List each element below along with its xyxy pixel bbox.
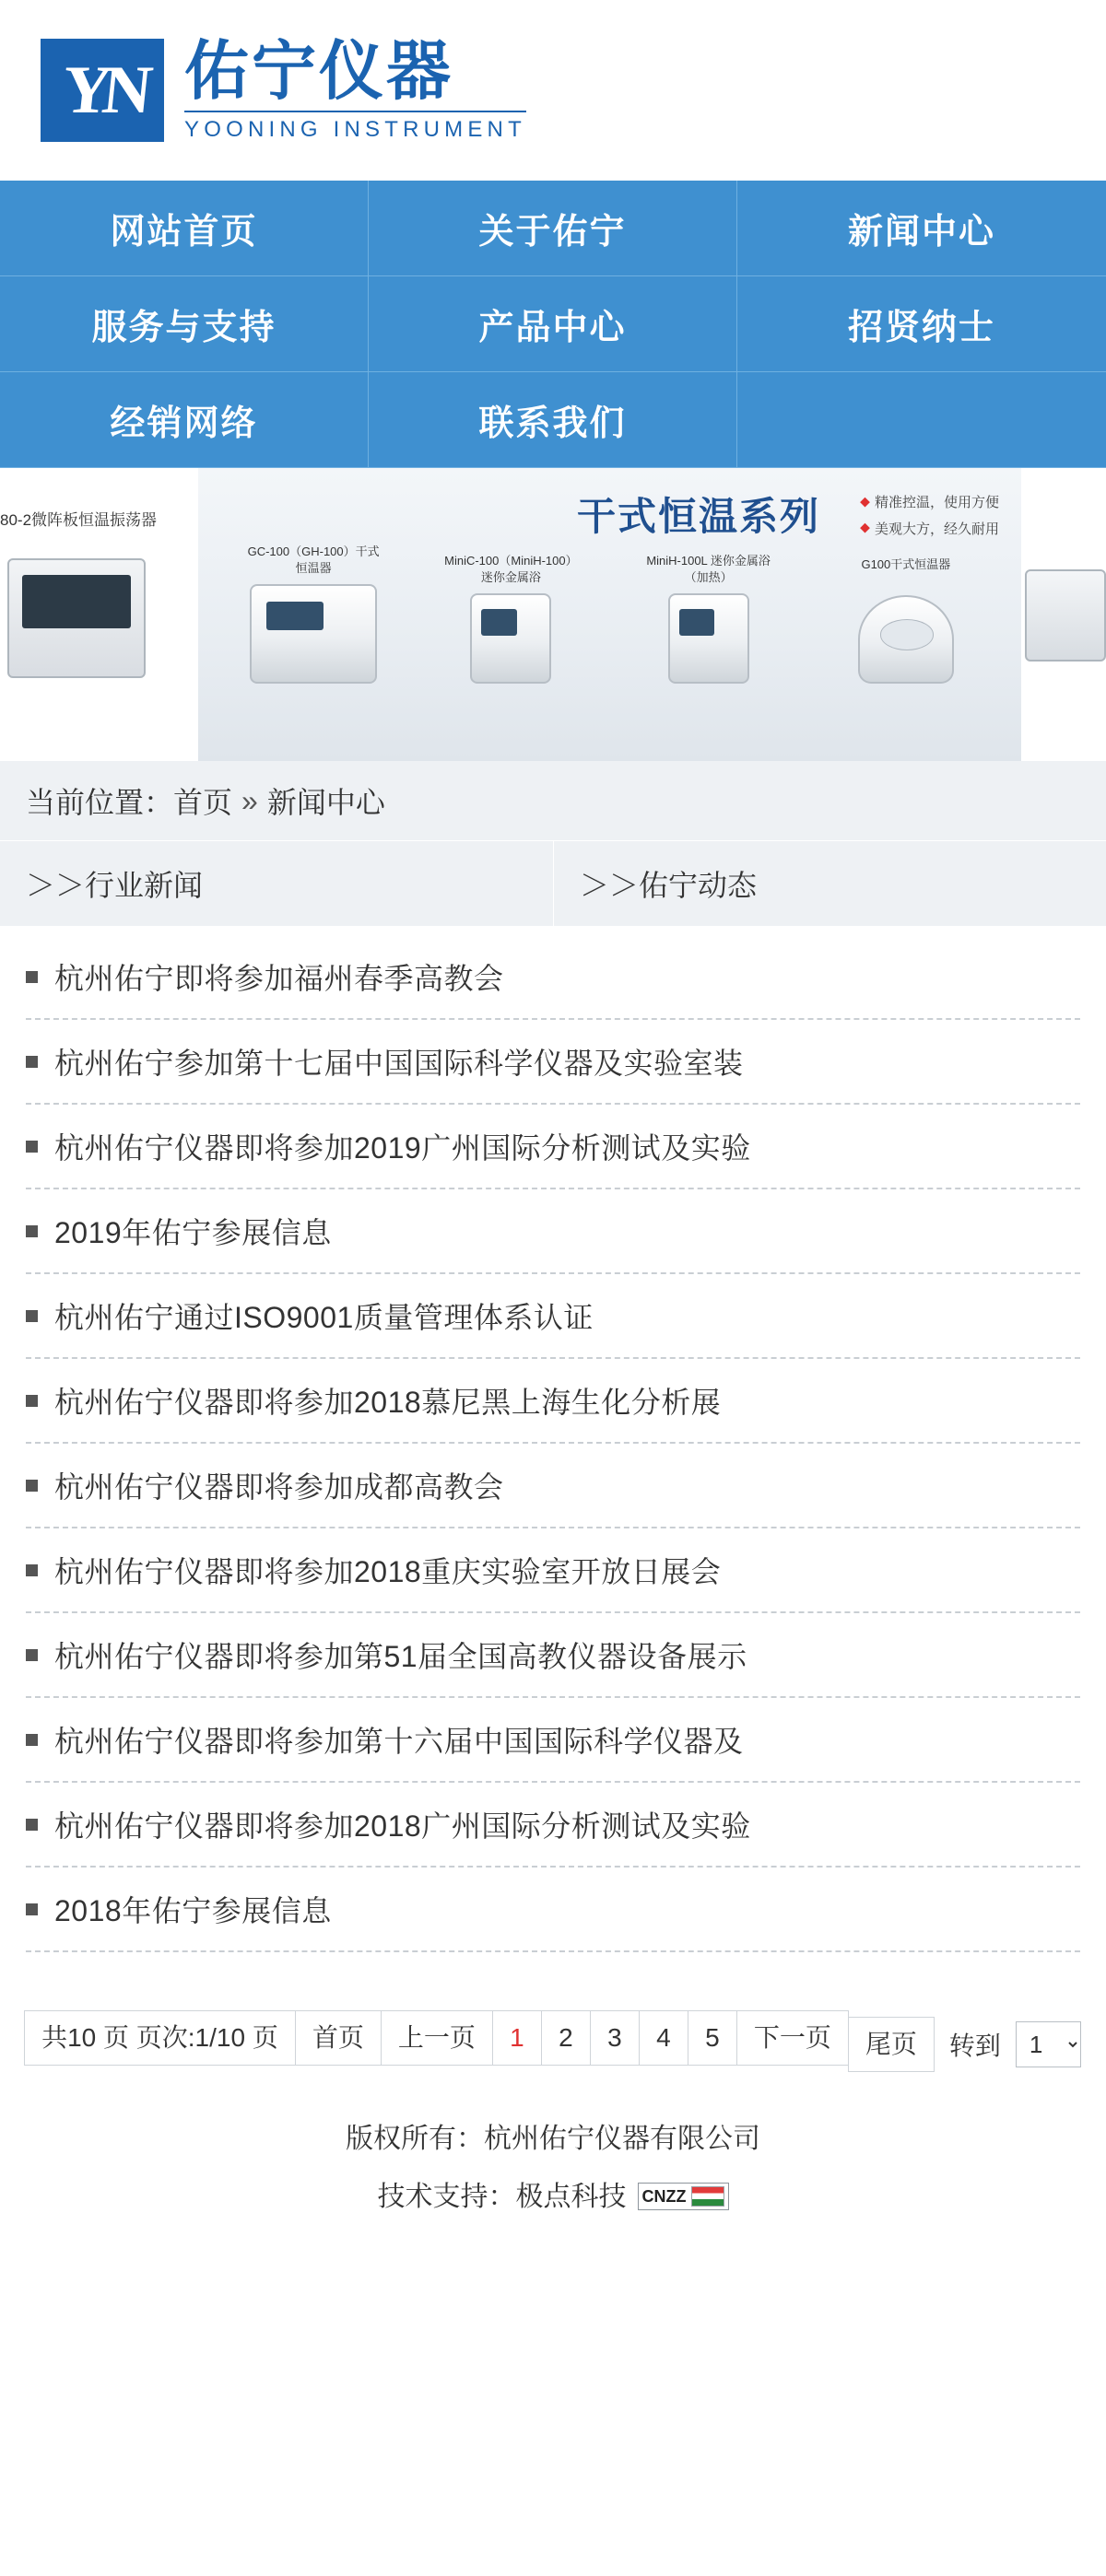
news-category-tabs <box>0 840 1106 926</box>
list-item[interactable] <box>26 1528 1080 1613</box>
news-list <box>0 926 1106 1952</box>
banner-product-3-image <box>668 593 749 684</box>
cnzz-counter-icon[interactable] <box>638 2183 729 2210</box>
banner-product-4-caption: G100干式恒温器 <box>861 557 951 572</box>
banner-title: 干式恒温系列 <box>576 497 820 539</box>
footer-support: 技术支持：极点科技 <box>377 2181 627 2212</box>
nav-item-contact[interactable]: 联系我们 <box>369 372 737 468</box>
pagination-row-secondary <box>849 2017 1081 2072</box>
pagination-page-3[interactable]: 3 <box>590 2010 640 2066</box>
pagination-goto-select[interactable] <box>1016 2021 1081 2067</box>
banner-left-product <box>0 468 198 761</box>
list-item[interactable] <box>26 1274 1080 1359</box>
news-title: 杭州佑宁仪器即将参加成都高教会 <box>54 1470 504 1504</box>
list-item[interactable] <box>26 1189 1080 1274</box>
pagination-page-5[interactable]: 5 <box>688 2010 737 2066</box>
pagination-page-2[interactable]: 2 <box>541 2010 591 2066</box>
banner-product-2-image <box>470 593 551 684</box>
news-title: 杭州佑宁通过ISO9001质量管理体系认证 <box>54 1301 594 1334</box>
bullet-icon <box>26 971 38 983</box>
promo-banner[interactable] <box>0 468 1106 761</box>
banner-left-device-image <box>7 558 146 678</box>
tab-industry-news[interactable]: ＞＞行业新闻 <box>26 869 204 902</box>
banner-bullet-1: ◆ 精准控温，使用方便 <box>860 490 999 517</box>
bullet-icon <box>26 1310 38 1322</box>
bullet-icon <box>26 1734 38 1746</box>
pagination-last-button[interactable]: 尾页 <box>848 2017 935 2072</box>
nav-item-news[interactable]: 新闻中心 <box>737 181 1106 276</box>
news-title: 2019年佑宁参展信息 <box>54 1216 332 1249</box>
site-footer <box>0 2113 1106 2260</box>
pagination <box>0 2004 1106 2072</box>
news-title: 杭州佑宁仪器即将参加2018广州国际分析测试及实验 <box>54 1809 751 1843</box>
site-header <box>0 0 1106 181</box>
banner-product-3-caption: MiniH-100L 迷你金属浴（加热） <box>646 554 771 585</box>
breadcrumb-prefix: 当前位置： <box>26 786 174 819</box>
banner-product-1-image <box>250 584 377 684</box>
nav-item-distributors[interactable]: 经销网络 <box>0 372 369 468</box>
news-title: 杭州佑宁参加第十七届中国国际科学仪器及实验室装 <box>54 1047 744 1080</box>
site-logo[interactable] <box>41 34 526 144</box>
list-item[interactable] <box>26 1359 1080 1444</box>
list-item[interactable] <box>26 1698 1080 1783</box>
banner-product-1 <box>244 544 382 684</box>
pagination-row-primary <box>25 2010 849 2066</box>
pagination-page-4[interactable]: 4 <box>639 2010 688 2066</box>
bullet-icon <box>26 1819 38 1831</box>
breadcrumb-home-link[interactable]: 首页 <box>173 786 233 819</box>
news-title: 杭州佑宁仪器即将参加2018重庆实验室开放日展会 <box>54 1555 722 1588</box>
bullet-icon <box>26 1395 38 1407</box>
list-item[interactable] <box>26 935 1080 1020</box>
banner-product-1-caption: GC-100（GH-100）干式恒温器 <box>247 544 380 576</box>
breadcrumb <box>0 761 1106 840</box>
nav-item-products[interactable]: 产品中心 <box>369 276 737 372</box>
bullet-icon <box>26 1056 38 1068</box>
list-item[interactable] <box>26 1020 1080 1105</box>
breadcrumb-current: 新闻中心 <box>266 786 385 819</box>
logo-text <box>184 34 526 144</box>
banner-bullet-2: ◆ 美观大方，经久耐用 <box>860 517 999 544</box>
banner-main <box>198 468 1021 761</box>
logo-company-en: YOONING INSTRUMENT <box>184 111 526 143</box>
banner-product-2-caption: MiniC-100（MiniH-100）迷你金属浴 <box>444 554 578 585</box>
pagination-prev-button[interactable]: 上一页 <box>381 2010 493 2066</box>
pagination-first-button[interactable]: 首页 <box>295 2010 382 2066</box>
banner-product-2 <box>441 553 580 684</box>
pagination-next-button[interactable]: 下一页 <box>736 2010 849 2066</box>
list-item[interactable] <box>26 1105 1080 1189</box>
banner-product-row <box>198 544 1021 684</box>
nav-item-service[interactable]: 服务与支持 <box>0 276 369 372</box>
nav-item-home[interactable]: 网站首页 <box>0 181 369 276</box>
pagination-summary: 共10 页 页次:1/10 页 <box>24 2010 296 2066</box>
main-nav <box>0 181 1106 468</box>
pagination-page-1[interactable]: 1 <box>492 2010 542 2066</box>
banner-product-4 <box>837 556 975 684</box>
news-title: 2018年佑宁参展信息 <box>54 1894 332 1927</box>
list-item[interactable] <box>26 1444 1080 1528</box>
footer-support-row <box>0 2171 1106 2223</box>
news-title: 杭州佑宁即将参加福州春季高教会 <box>54 962 504 995</box>
list-item[interactable] <box>26 1783 1080 1868</box>
news-title: 杭州佑宁仪器即将参加第十六届中国国际科学仪器及 <box>54 1725 744 1758</box>
banner-bullets <box>860 490 999 543</box>
nav-item-placeholder <box>737 372 1106 468</box>
nav-item-careers[interactable]: 招贤纳士 <box>737 276 1106 372</box>
banner-product-3 <box>640 553 778 684</box>
nav-item-about[interactable]: 关于佑宁 <box>369 181 737 276</box>
banner-product-4-image <box>858 595 954 684</box>
bullet-icon <box>26 1649 38 1661</box>
banner-right-product-image <box>1021 468 1106 761</box>
news-title: 杭州佑宁仪器即将参加2019广州国际分析测试及实验 <box>54 1131 751 1165</box>
bullet-icon <box>26 1480 38 1492</box>
bullet-icon <box>26 1225 38 1237</box>
news-title: 杭州佑宁仪器即将参加2018慕尼黑上海生化分析展 <box>54 1386 722 1419</box>
footer-copyright: 版权所有：杭州佑宁仪器有限公司 <box>346 2123 760 2154</box>
logo-mark-icon <box>41 39 164 142</box>
cnzz-flag-icon <box>691 2186 724 2207</box>
bullet-icon <box>26 1903 38 1915</box>
pagination-goto-label: 转到 <box>948 2031 1001 2060</box>
breadcrumb-separator-icon: » <box>241 783 258 817</box>
bullet-icon <box>26 1141 38 1153</box>
list-item[interactable] <box>26 1613 1080 1698</box>
logo-company-cn: 佑宁仪器 <box>184 34 453 107</box>
bullet-icon <box>26 1564 38 1576</box>
logo-mark-text: YN <box>58 52 147 128</box>
cnzz-label: CNZZ <box>641 2187 687 2206</box>
banner-left-caption: 80-2微阵板恒温振荡器 <box>0 511 158 529</box>
tab-company-news[interactable]: ＞＞佑宁动态 <box>553 841 1106 926</box>
list-item[interactable] <box>26 1868 1080 1952</box>
news-title: 杭州佑宁仪器即将参加第51届全国高教仪器设备展示 <box>54 1640 747 1673</box>
